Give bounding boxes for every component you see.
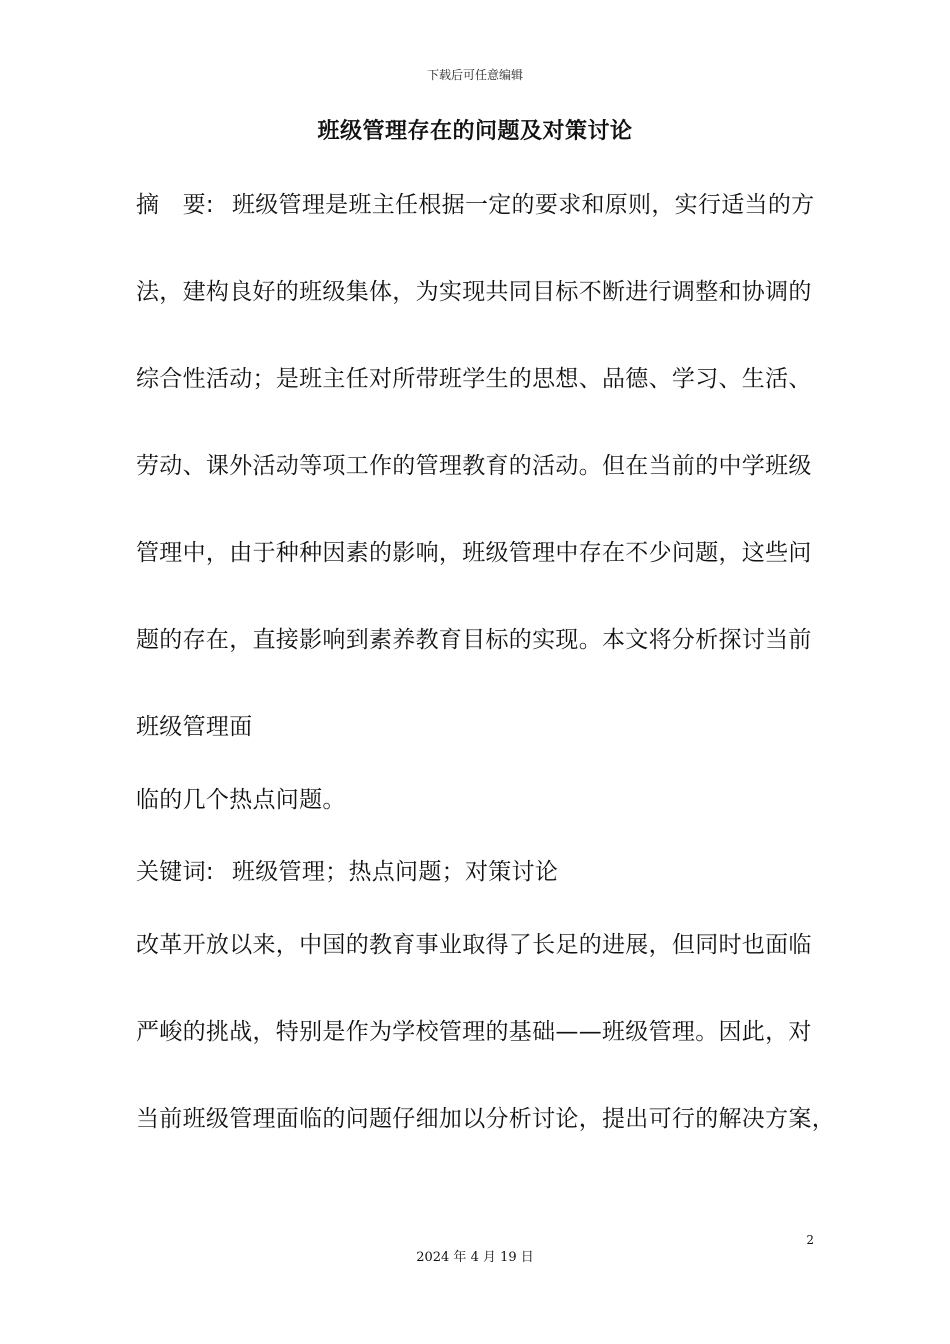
abstract-line: 班级管理面 xyxy=(136,714,253,740)
body-line: 当前班级管理面临的问题仔细加以分析讨论，提出可行的解决方案， xyxy=(136,1106,835,1132)
footer-date: 2024 年 4 月 19 日 xyxy=(416,1250,534,1265)
abstract-line: 法，建构良好的班级集体，为实现共同目标不断进行调整和协调的 xyxy=(136,279,812,305)
abstract-line xyxy=(136,186,814,219)
body-line: 严峻的挑战，特别是作为学校管理的基础——班级管理。因此，对 xyxy=(136,1019,812,1045)
keywords-text: 班级管理；热点问题；对策讨论 xyxy=(231,859,559,885)
body-line: 改革开放以来，中国的教育事业取得了长足的进展，但同时也面临 xyxy=(136,932,812,958)
keywords-line xyxy=(136,853,558,886)
document-title: 班级管理存在的问题及对策讨论 xyxy=(317,119,633,144)
abstract-line: 题的存在，直接影响到素养教育目标的实现。本文将分析探讨当前 xyxy=(136,627,812,653)
abstract-line: 管理中，由于种种因素的影响，班级管理中存在不少问题，这些问 xyxy=(136,540,812,566)
abstract-text: 班级管理是班主任根据一定的要求和原则，实行适当的方 xyxy=(231,192,815,218)
abstract-line: 临的几个热点问题。 xyxy=(136,787,346,813)
abstract-label: 摘 要: xyxy=(136,192,214,218)
abstract-line: 综合性活动；是班主任对所带班学生的思想、品德、学习、生活、 xyxy=(136,366,812,392)
abstract-line: 劳动、课外活动等项工作的管理教育的活动。但在当前的中学班级 xyxy=(136,453,812,479)
page-header: 下载后可任意编辑 xyxy=(426,68,523,82)
page-number: 2 xyxy=(806,1233,814,1247)
keywords-label: 关键词: xyxy=(136,859,214,885)
